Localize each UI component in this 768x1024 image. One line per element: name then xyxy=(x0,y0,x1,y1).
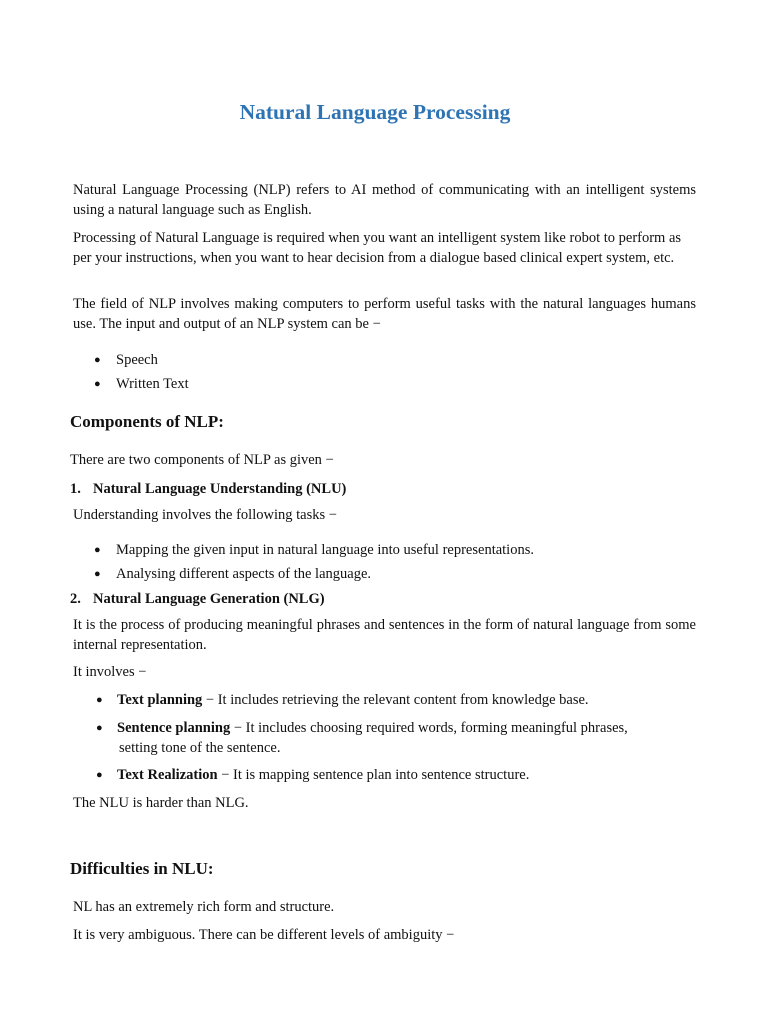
bullet-icon: ● xyxy=(94,378,101,390)
section-heading-components: Components of NLP: xyxy=(70,412,224,431)
nlg-description: It is the process of producing meaningful phrases and sentences in the form of natural language from some internal representation. xyxy=(73,617,696,653)
intro-paragraph-3: The field of NLP involves making computers to perform useful tasks with the natural languages humans use. The input and output of an NLP system can be − xyxy=(73,296,696,332)
list-item: ● Analysing different aspects of the language. xyxy=(116,565,696,585)
components-lead: There are two components of NLP as given − xyxy=(70,452,334,468)
list-item: ● Speech xyxy=(116,351,696,371)
list-item: ● Written Text xyxy=(116,375,696,395)
list-item: ● Sentence planning − It includes choosing required words, forming meaningful phrases, setting tone of the sentence. xyxy=(96,720,628,756)
difficulties-paragraph-2: It is very ambiguous. There can be different levels of ambiguity − xyxy=(73,927,455,943)
bullet-icon: ● xyxy=(96,722,103,734)
intro-paragraph-2: Processing of Natural Language is required when you want an intelligent system like robot to perform as per your instructions, when you want to hear decision from a dialogue based clinical expert system, etc. xyxy=(73,230,682,266)
list-item: ● Text Realization − It is mapping sentence plan into sentence structure. xyxy=(117,766,695,786)
intro-paragraph-1: Natural Language Processing (NLP) refers to AI method of communicating with an intelligent systems using a natural language such as English. xyxy=(73,182,696,218)
bullet-icon: ● xyxy=(96,694,103,706)
bullet-icon: ● xyxy=(94,568,101,580)
bullet-icon: ● xyxy=(96,769,103,781)
list-item: ● Mapping the given input in natural language into useful representations. xyxy=(116,541,696,561)
bullet-icon: ● xyxy=(94,354,101,366)
difficulties-paragraph-1: NL has an extremely rich form and structure. xyxy=(73,899,335,915)
section-heading-difficulties: Difficulties in NLU: xyxy=(70,859,214,878)
bullet-icon: ● xyxy=(94,544,101,556)
list-item: ● Text planning − It includes retrieving the relevant content from knowledge base. xyxy=(117,691,695,711)
conclusion-text: The NLU is harder than NLG. xyxy=(73,795,249,811)
nlu-lead: Understanding involves the following tasks − xyxy=(73,507,337,523)
nlg-lead: It involves − xyxy=(73,664,147,680)
subheading-nlg: 2. Natural Language Generation (NLG) xyxy=(70,591,325,607)
subheading-nlu: 1. Natural Language Understanding (NLU) xyxy=(70,481,347,497)
page-title: Natural Language Processing xyxy=(239,100,511,124)
